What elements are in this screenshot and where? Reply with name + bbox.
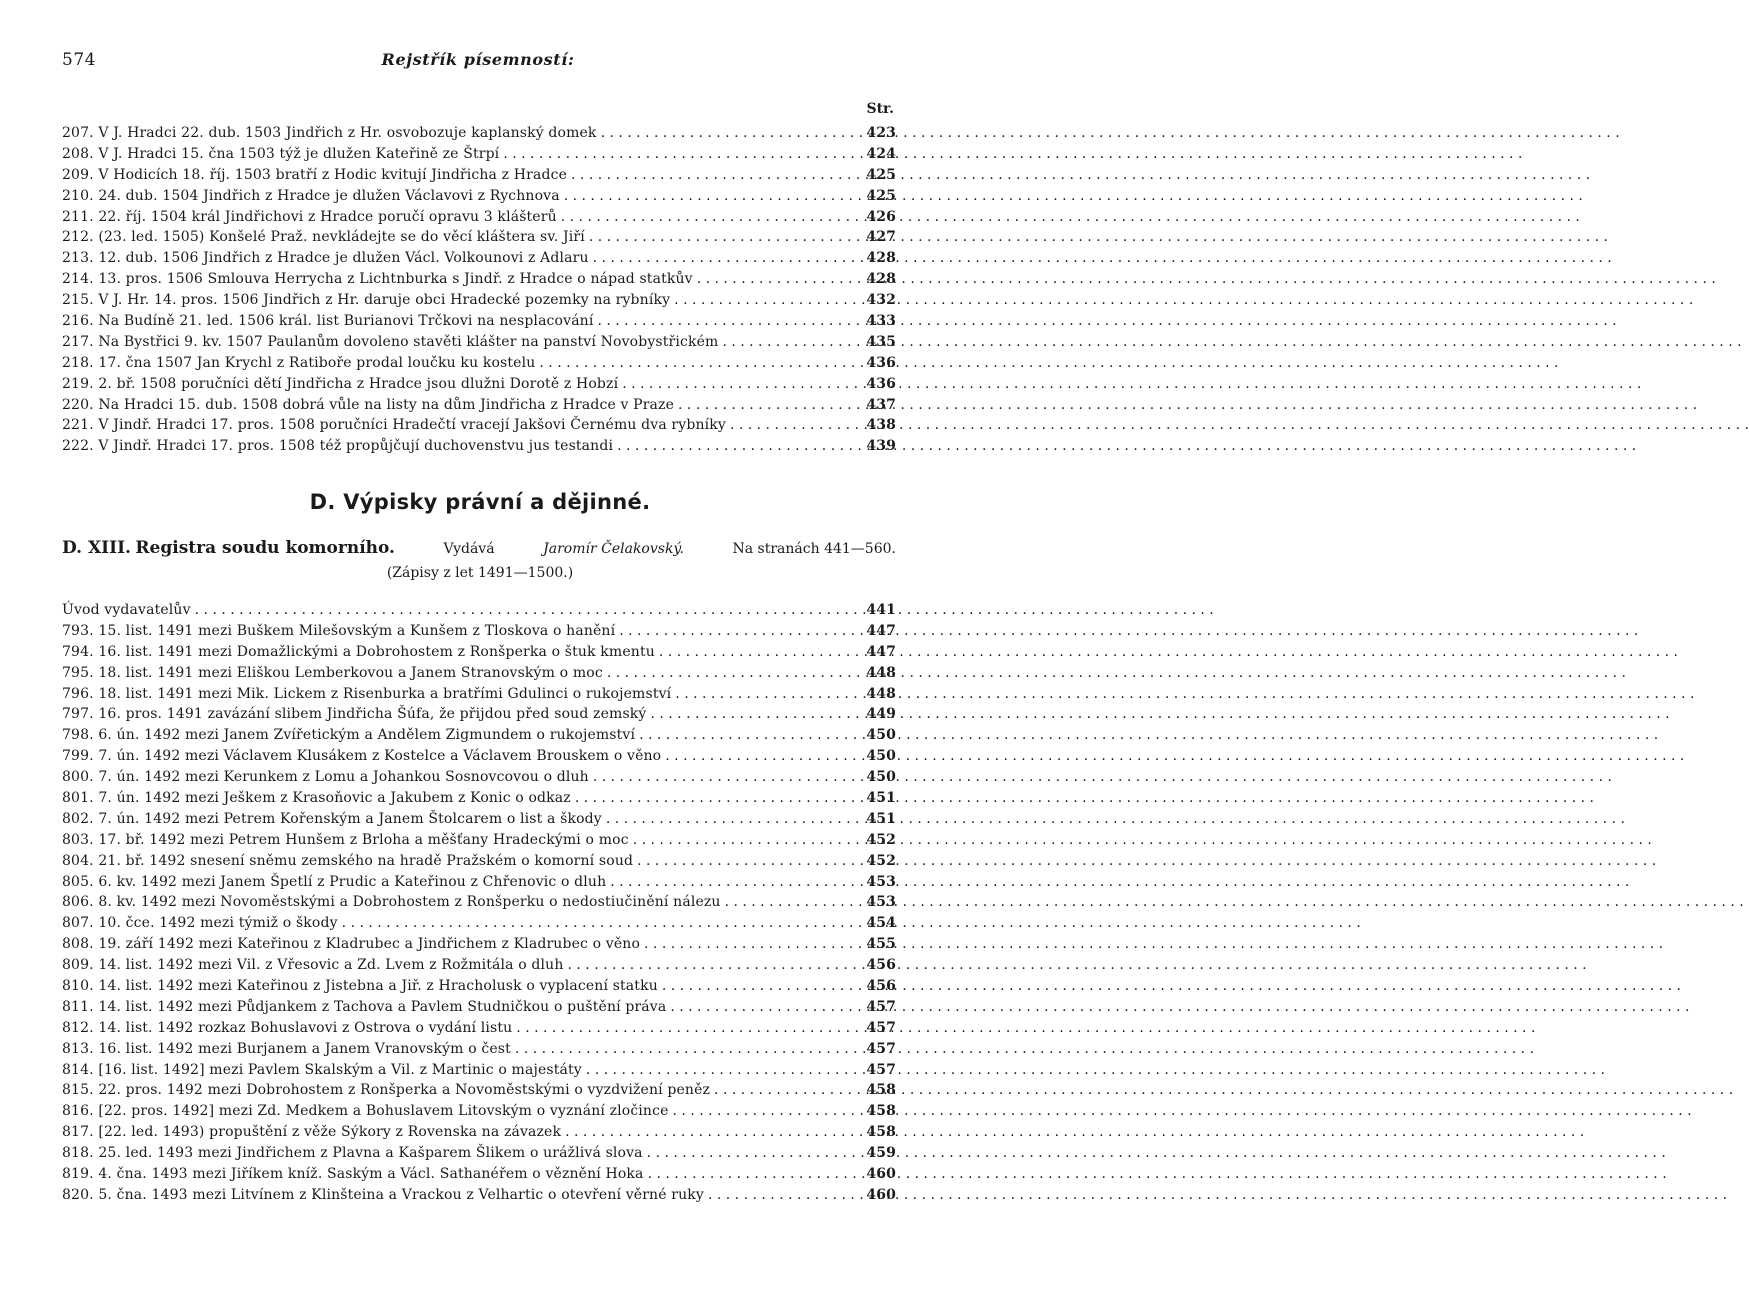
dot-leader [643,1143,865,1164]
dot-leader [589,767,864,788]
dot-leader [655,642,864,663]
dot-leader [635,725,864,746]
entry-page-number: 441 [866,602,896,618]
entry-page-number: 449 [866,706,896,723]
dot-leader [535,353,864,374]
entry-text: 810. 14. list. 1492 mezi Kateřinou z Jistebna a Jiř. z Hracholusk o vyplacení statku [62,978,658,995]
entry-page-number: 457 [866,1019,896,1036]
entry-text: 800. 7. ún. 1492 mezi Kerunkem z Lomu a Johankou Sosnovcovou o dluh [62,769,589,786]
entry-text: 216. Na Budíně 21. led. 1506 král. list Burianovi Trčkovi na nesplacování [62,313,594,330]
entry-page-number: 433 [866,313,896,330]
running-head [62,50,894,74]
entry-text: 211. 22. říj. 1504 král Jindřichovi z Hradce poručí opravu 3 klášterů [62,208,557,225]
entry-page-number: 450 [866,769,896,786]
first-entry-list [62,123,896,457]
entry-text: 817. [22. led. 1493) propuštění z věže Sýkory z Rovenska na závazek [62,1124,562,1141]
list-item [62,704,896,725]
entry-page-number: 459 [866,1145,896,1162]
dot-leader [618,374,864,395]
entry-text: 801. 7. ún. 1492 mezi Ješkem z Krasoňovic a Jakubem z Konic o odkaz [62,790,571,807]
entry-text: 218. 17. čna 1507 Jan Krychl z Ratiboře prodal loučku ku kostelu [62,354,536,371]
entry-page-number: 428 [866,271,896,288]
dot-leader [640,934,864,955]
register-name: Registra soudu komorního. [135,538,395,558]
entry-text: 208. V J. Hradci 15. čna 1503 týž je dlužen Kateřině ze Štrpí [62,145,500,162]
list-item [62,123,896,144]
dot-leader [585,227,864,248]
list-item [62,1122,896,1143]
entry-page-number: 453 [866,873,896,890]
dot-leader [726,415,864,436]
dot-leader [615,621,864,642]
entry-text: 803. 17. bř. 1492 mezi Petrem Hunšem z Brloha a měšťany Hradeckými o moc [62,831,629,848]
entry-text: 213. 12. dub. 1506 Jindřich z Hradce je dlužen Václ. Volkounovi z Adlaru [62,250,589,267]
entry-page-number: 447 [866,622,896,639]
dot-leader [718,332,864,353]
entry-text: Úvod vydavatelův [62,602,191,618]
entry-text: 815. 22. pros. 1492 mezi Dobrohostem z Ronšperka a Novoměstskými o vyzdvižení peněz [62,1082,711,1099]
list-item [62,1101,896,1122]
entry-page-number: 436 [866,375,896,392]
entry-text: 812. 14. list. 1492 rozkaz Bohuslavovi z Ostrova o vydání listu [62,1019,513,1036]
entry-text: 795. 18. list. 1491 mezi Eliškou Lemberkovou a Janem Stranovským o moc [62,664,603,681]
entry-text: 215. V J. Hr. 14. pros. 1506 Jindřich z Hr. daruje obci Hradecké pozemky na rybníky [62,292,671,309]
register-code: D. XIII. [62,538,131,558]
entry-page-number: 425 [866,166,896,183]
page-number: 574 [62,50,96,70]
dot-leader [670,290,864,311]
entry-text: 221. V Jindř. Hradci 17. pros. 1508 poručníci Hradečtí vracejí Jakšovi Černému dva rybníky [62,417,726,434]
entry-text: 818. 25. led. 1493 mezi Jindřichem z Plavna a Kašparem Šlikem o urážlivá slova [62,1145,643,1162]
entry-page-number: 458 [866,1103,896,1120]
list-item [62,290,896,311]
second-entry-list [62,600,896,1206]
entry-page-number: 424 [866,145,896,162]
list-item [62,913,896,934]
entry-text: 807. 10. čce. 1492 mezi týmiž o škody [62,915,338,932]
dot-leader [721,892,865,913]
entry-page-number: 456 [866,978,896,995]
entry-text: 806. 8. kv. 1492 mezi Novoměstskými a Dobrohostem z Ronšperku o nedostiučinění nálezu [62,894,721,911]
entry-text: 212. (23. led. 1505) Konšelé Praž. nevkládejte se do věcí kláštera sv. Jiří [62,229,585,246]
list-item [62,872,896,893]
entry-text: 222. V Jindř. Hradci 17. pros. 1508 též propůjčují duchovenstvu jus testandi [62,438,614,455]
list-item [62,997,896,1018]
dot-leader [557,207,865,228]
dot-leader [593,311,864,332]
entry-text: 796. 18. list. 1491 mezi Mik. Lickem z Risenburka a bratřími Gdulinci o rukojemství [62,685,672,702]
dot-leader [512,1018,864,1039]
list-item [62,165,896,186]
register-editor: Jaromír Čelakovský. [543,541,684,557]
dot-leader [571,788,864,809]
list-item [62,1080,896,1101]
entry-page-number: 437 [866,396,896,413]
list-item [62,809,896,830]
register-pages-note: Na stranách 441—560. [732,541,896,557]
entry-text: 814. [16. list. 1492] mezi Pavlem Skalským a Vil. z Martinic o majestáty [62,1061,582,1078]
entry-text: 802. 7. ún. 1492 mezi Petrem Kořenským a Janem Štolcarem o list a škody [62,810,602,827]
entry-text: 207. V J. Hradci 22. dub. 1503 Jindřich z Hr. osvobozuje kaplanský domek [62,125,597,141]
entry-page-number: 428 [866,250,896,267]
entry-page-number: 450 [866,727,896,744]
dot-leader [661,746,864,767]
list-item [62,332,896,353]
dot-leader [499,144,864,165]
running-title: Rejstřík písemností: [381,50,575,69]
entry-text: 805. 6. kv. 1492 mezi Janem Špetlí z Prudic a Kateřinou z Chřenovic o dluh [62,873,607,890]
list-item [62,830,896,851]
dot-leader [582,1060,864,1081]
entry-page-number: 450 [866,748,896,765]
entry-page-number: 458 [866,1124,896,1141]
list-item [62,1185,896,1206]
dot-leader [511,1039,864,1060]
dot-leader [666,997,864,1018]
list-item [62,1039,896,1060]
list-item [62,207,896,228]
dot-leader [589,248,865,269]
list-item [62,1060,896,1081]
entry-page-number: 457 [866,1061,896,1078]
entry-page-number: 453 [866,894,896,911]
entry-page-number: 451 [866,810,896,827]
entry-page-number: 447 [866,643,896,660]
dot-leader [597,123,865,144]
dot-leader [338,913,865,934]
entry-text: 209. V Hodicích 18. říj. 1503 bratří z Hodic kvitují Jindřicha z Hradce [62,166,568,183]
entry-page-number: 448 [866,685,896,702]
dot-leader [674,395,864,416]
entry-page-number: 457 [866,998,896,1015]
list-item [62,767,896,788]
entry-text: 813. 16. list. 1492 mezi Burjanem a Janem Vranovským o čest [62,1040,511,1057]
list-item [62,415,896,436]
page-column-label: Str. [866,101,894,117]
list-item [62,436,896,457]
entry-page-number: 452 [866,852,896,869]
entry-text: 804. 21. bř. 1492 snesení sněmu zemského na hradě Pražském o komorní soud [62,852,634,869]
list-item [62,684,896,705]
list-item [62,227,896,248]
list-item [62,746,896,767]
register-subheading: (Zápisy z let 1491—1500.) [386,565,574,581]
dot-leader [671,684,864,705]
entry-page-number: 452 [866,831,896,848]
entry-page-number: 423 [866,125,896,141]
dot-leader [646,704,864,725]
dot-leader [602,809,864,830]
entry-page-number: 456 [866,957,896,974]
entry-page-number: 432 [866,292,896,309]
list-item [62,374,896,395]
list-item [62,269,896,290]
entry-text: 798. 6. ún. 1492 mezi Janem Zvířetickým a Andělem Zigmundem o rukojemství [62,727,636,744]
dot-leader [629,830,865,851]
dot-leader [693,269,865,290]
list-item [62,621,896,642]
list-item [62,788,896,809]
dot-leader [613,436,864,457]
entry-page-number: 425 [866,187,896,204]
entry-page-number: 427 [866,229,896,246]
list-item [62,186,896,207]
entry-text: 214. 13. pros. 1506 Smlouva Herrycha z Lichtnburka s Jindř. z Hradce o nápad statkův [62,271,693,288]
dot-leader [564,955,865,976]
entry-text: 811. 14. list. 1492 mezi Půdjankem z Tachova a Pavlem Studničkou o puštění práva [62,998,667,1015]
dot-leader [644,1164,865,1185]
dot-leader [669,1101,865,1122]
list-item [62,725,896,746]
list-item [62,144,896,165]
list-item [62,353,896,374]
entry-page-number: 436 [866,354,896,371]
list-item [62,642,896,663]
entry-page-number: 458 [866,1082,896,1099]
dot-leader [603,663,864,684]
section-title: D. Výpisky právní a dějinné. [309,490,651,514]
list-item [62,934,896,955]
entry-text: 219. 2. bř. 1508 poručníci dětí Jindřicha z Hradce jsou dlužni Dorotě z Hobzí [62,375,619,392]
entry-text: 816. [22. pros. 1492] mezi Zd. Medkem a Bohuslavem Litovským o vyznání zločince [62,1103,669,1120]
register-heading [62,538,896,558]
entry-text: 820. 5. čna. 1493 mezi Litvínem z Klinšteina a Vrackou z Velhartic o otevření věrné ruky [62,1186,704,1203]
list-item [62,1018,896,1039]
list-item [62,1164,896,1185]
entry-page-number: 438 [866,417,896,434]
dot-leader [710,1080,864,1101]
entry-page-number: 439 [866,438,896,455]
dot-leader [606,872,864,893]
entry-page-number: 426 [866,208,896,225]
entry-text: 799. 7. ún. 1492 mezi Václavem Klusákem z Kostelce a Václavem Brouskem o věno [62,748,662,765]
entry-text: 819. 4. čna. 1493 mezi Jiříkem kníž. Saským a Václ. Sathanéřem o věznění Hoka [62,1166,644,1183]
dot-leader [658,976,864,997]
register-published-by: Vydává [443,541,495,557]
entry-page-number: 455 [866,936,896,953]
entry-text: 797. 16. pros. 1491 zavázání slibem Jindřicha Šúfa, že přijdou před soud zemský [62,706,647,723]
dot-leader [704,1185,864,1206]
entry-text: 794. 16. list. 1491 mezi Domažlickými a Dobrohostem z Ronšperka o štuk kmentu [62,643,655,660]
dot-leader [567,165,864,186]
entry-text: 210. 24. dub. 1504 Jindřich z Hradce je dlužen Václavovi z Rychnova [62,187,560,204]
entry-page-number: 448 [866,664,896,681]
entry-text: 809. 14. list. 1492 mezi Vil. z Vřesovic a Zd. Lvem z Rožmitála o dluh [62,957,564,974]
list-item [62,248,896,269]
list-item [62,600,896,621]
list-item [62,1143,896,1164]
dot-leader [560,186,865,207]
entry-page-number: 460 [866,1186,896,1203]
list-item [62,311,896,332]
entry-page-number: 435 [866,333,896,350]
list-item [62,976,896,997]
entry-text: 793. 15. list. 1491 mezi Buškem Milešovským a Kunšem z Tloskova o hanění [62,622,616,639]
entry-page-number: 451 [866,790,896,807]
entry-page-number: 457 [866,1040,896,1057]
entry-page-number: 454 [866,915,896,932]
dot-leader [633,851,864,872]
entry-text: 220. Na Hradci 15. dub. 1508 dobrá vůle na listy na dům Jindřicha z Hradce v Praze [62,396,675,413]
dot-leader [561,1122,864,1143]
list-item [62,663,896,684]
entry-page-number: 460 [866,1166,896,1183]
list-item [62,955,896,976]
dot-leader [191,600,865,621]
entry-text: 808. 19. září 1492 mezi Kateřinou z Kladrubec a Jindřichem z Kladrubec o věno [62,936,641,953]
list-item [62,395,896,416]
list-item [62,851,896,872]
list-item [62,892,896,913]
entry-text: 217. Na Bystřici 9. kv. 1507 Paulanům dovoleno stavěti klášter na panství Novobystřickém [62,333,719,350]
